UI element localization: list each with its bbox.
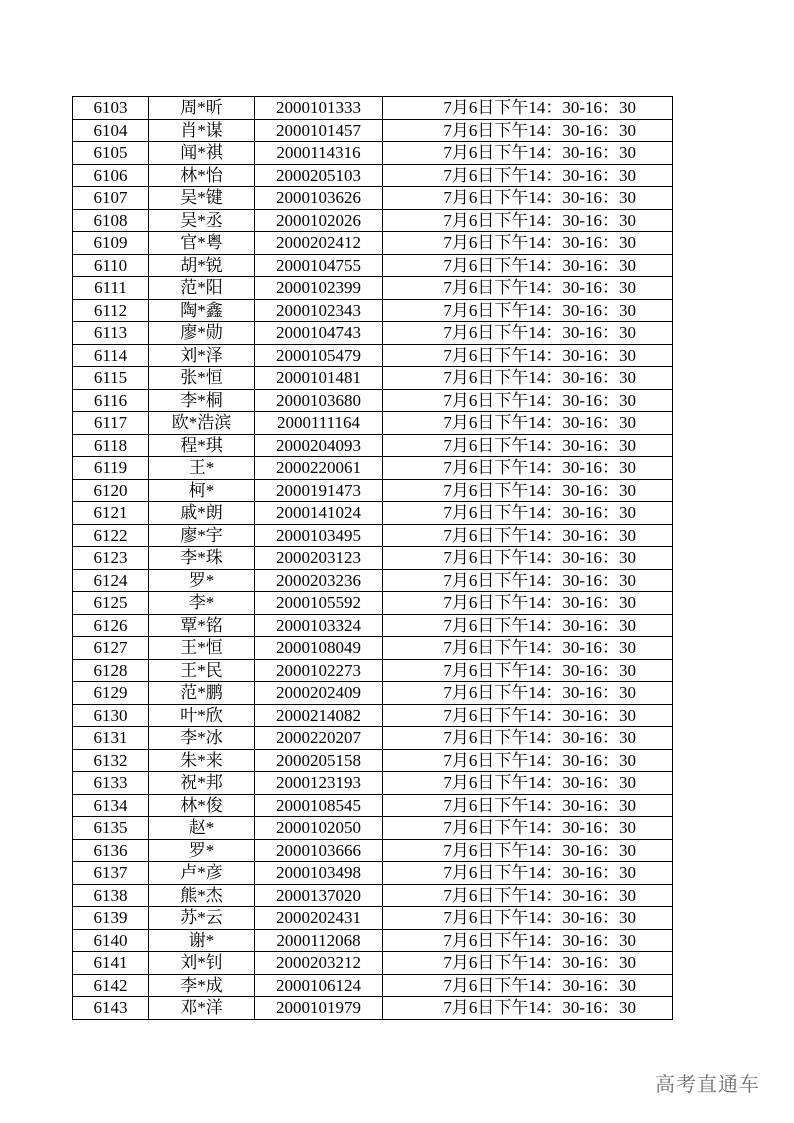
student-name-cell: 范*阳 <box>149 277 255 300</box>
exam-time-cell: 7月6日下午14：30-16：30 <box>383 232 673 255</box>
student-id-cell: 2000103324 <box>255 614 383 637</box>
student-name-cell: 林*俊 <box>149 794 255 817</box>
student-id-cell: 2000141024 <box>255 502 383 525</box>
row-number-cell: 6104 <box>73 119 149 142</box>
table-row <box>73 817 673 840</box>
student-id-cell: 2000103495 <box>255 524 383 547</box>
exam-time-cell: 7月6日下午14：30-16：30 <box>383 254 673 277</box>
student-id-cell: 2000205158 <box>255 749 383 772</box>
table-row <box>73 232 673 255</box>
table-row <box>73 704 673 727</box>
table-row <box>73 839 673 862</box>
student-name-cell: 官*粤 <box>149 232 255 255</box>
row-number-cell: 6140 <box>73 929 149 952</box>
row-number-cell: 6133 <box>73 772 149 795</box>
table-row <box>73 322 673 345</box>
exam-time-cell: 7月6日下午14：30-16：30 <box>383 614 673 637</box>
table-row <box>73 142 673 165</box>
exam-time-cell: 7月6日下午14：30-16：30 <box>383 637 673 660</box>
row-number-cell: 6123 <box>73 547 149 570</box>
student-id-cell: 2000105479 <box>255 344 383 367</box>
student-name-cell: 刘*钊 <box>149 952 255 975</box>
row-number-cell: 6128 <box>73 659 149 682</box>
exam-time-cell: 7月6日下午14：30-16：30 <box>383 974 673 997</box>
student-name-cell: 闻*祺 <box>149 142 255 165</box>
student-id-cell: 2000101979 <box>255 997 383 1020</box>
student-id-cell: 2000103666 <box>255 839 383 862</box>
student-name-cell: 林*怡 <box>149 164 255 187</box>
student-id-cell: 2000203123 <box>255 547 383 570</box>
row-number-cell: 6105 <box>73 142 149 165</box>
exam-time-cell: 7月6日下午14：30-16：30 <box>383 97 673 120</box>
schedule-table-body <box>73 97 673 1020</box>
student-name-cell: 苏*云 <box>149 907 255 930</box>
student-name-cell: 吴*键 <box>149 187 255 210</box>
student-name-cell: 柯* <box>149 479 255 502</box>
row-number-cell: 6120 <box>73 479 149 502</box>
student-id-cell: 2000202412 <box>255 232 383 255</box>
student-id-cell: 2000106124 <box>255 974 383 997</box>
student-id-cell: 2000220207 <box>255 727 383 750</box>
exam-time-cell: 7月6日下午14：30-16：30 <box>383 299 673 322</box>
row-number-cell: 6119 <box>73 457 149 480</box>
watermark-text: 高考直通车 <box>655 1072 760 1096</box>
row-number-cell: 6137 <box>73 862 149 885</box>
table-row <box>73 727 673 750</box>
student-id-cell: 2000204093 <box>255 434 383 457</box>
student-name-cell: 祝*邦 <box>149 772 255 795</box>
row-number-cell: 6132 <box>73 749 149 772</box>
exam-time-cell: 7月6日下午14：30-16：30 <box>383 479 673 502</box>
exam-time-cell: 7月6日下午14：30-16：30 <box>383 502 673 525</box>
student-name-cell: 欧*浩滨 <box>149 412 255 435</box>
exam-time-cell: 7月6日下午14：30-16：30 <box>383 209 673 232</box>
table-row <box>73 367 673 390</box>
row-number-cell: 6114 <box>73 344 149 367</box>
student-id-cell: 2000191473 <box>255 479 383 502</box>
student-name-cell: 廖*宇 <box>149 524 255 547</box>
student-id-cell: 2000114316 <box>255 142 383 165</box>
table-row <box>73 254 673 277</box>
exam-time-cell: 7月6日下午14：30-16：30 <box>383 187 673 210</box>
student-name-cell: 程*琪 <box>149 434 255 457</box>
row-number-cell: 6103 <box>73 97 149 120</box>
student-id-cell: 2000104755 <box>255 254 383 277</box>
exam-time-cell: 7月6日下午14：30-16：30 <box>383 772 673 795</box>
student-id-cell: 2000102273 <box>255 659 383 682</box>
table-row <box>73 637 673 660</box>
table-row <box>73 299 673 322</box>
table-row <box>73 682 673 705</box>
student-name-cell: 周*昕 <box>149 97 255 120</box>
table-row <box>73 479 673 502</box>
table-row <box>73 97 673 120</box>
exam-time-cell: 7月6日下午14：30-16：30 <box>383 367 673 390</box>
table-row <box>73 614 673 637</box>
exam-time-cell: 7月6日下午14：30-16：30 <box>383 794 673 817</box>
row-number-cell: 6121 <box>73 502 149 525</box>
student-id-cell: 2000105592 <box>255 592 383 615</box>
student-name-cell: 朱*来 <box>149 749 255 772</box>
row-number-cell: 6141 <box>73 952 149 975</box>
exam-time-cell: 7月6日下午14：30-16：30 <box>383 659 673 682</box>
row-number-cell: 6129 <box>73 682 149 705</box>
student-id-cell: 2000102343 <box>255 299 383 322</box>
student-name-cell: 罗* <box>149 839 255 862</box>
student-name-cell: 王* <box>149 457 255 480</box>
student-id-cell: 2000102050 <box>255 817 383 840</box>
student-name-cell: 吴*丞 <box>149 209 255 232</box>
table-row <box>73 524 673 547</box>
schedule-table <box>72 96 673 1020</box>
exam-time-cell: 7月6日下午14：30-16：30 <box>383 929 673 952</box>
exam-time-cell: 7月6日下午14：30-16：30 <box>383 389 673 412</box>
table-row <box>73 659 673 682</box>
exam-time-cell: 7月6日下午14：30-16：30 <box>383 884 673 907</box>
table-row <box>73 119 673 142</box>
row-number-cell: 6122 <box>73 524 149 547</box>
exam-time-cell: 7月6日下午14：30-16：30 <box>383 277 673 300</box>
student-id-cell: 2000103498 <box>255 862 383 885</box>
student-id-cell: 2000203212 <box>255 952 383 975</box>
table-row <box>73 592 673 615</box>
table-row <box>73 952 673 975</box>
student-name-cell: 叶*欣 <box>149 704 255 727</box>
row-number-cell: 6125 <box>73 592 149 615</box>
row-number-cell: 6135 <box>73 817 149 840</box>
student-name-cell: 李*冰 <box>149 727 255 750</box>
exam-time-cell: 7月6日下午14：30-16：30 <box>383 839 673 862</box>
student-name-cell: 廖*勋 <box>149 322 255 345</box>
row-number-cell: 6116 <box>73 389 149 412</box>
student-id-cell: 2000202431 <box>255 907 383 930</box>
exam-time-cell: 7月6日下午14：30-16：30 <box>383 434 673 457</box>
exam-time-cell: 7月6日下午14：30-16：30 <box>383 907 673 930</box>
student-id-cell: 2000214082 <box>255 704 383 727</box>
exam-time-cell: 7月6日下午14：30-16：30 <box>383 749 673 772</box>
exam-time-cell: 7月6日下午14：30-16：30 <box>383 412 673 435</box>
exam-time-cell: 7月6日下午14：30-16：30 <box>383 344 673 367</box>
student-id-cell: 2000104743 <box>255 322 383 345</box>
table-row <box>73 569 673 592</box>
table-row <box>73 389 673 412</box>
student-id-cell: 2000108545 <box>255 794 383 817</box>
student-name-cell: 李*珠 <box>149 547 255 570</box>
student-name-cell: 李*桐 <box>149 389 255 412</box>
table-row <box>73 974 673 997</box>
student-id-cell: 2000108049 <box>255 637 383 660</box>
student-name-cell: 王*恒 <box>149 637 255 660</box>
table-row <box>73 929 673 952</box>
student-id-cell: 2000103680 <box>255 389 383 412</box>
exam-time-cell: 7月6日下午14：30-16：30 <box>383 547 673 570</box>
exam-time-cell: 7月6日下午14：30-16：30 <box>383 997 673 1020</box>
student-id-cell: 2000101481 <box>255 367 383 390</box>
table-row <box>73 209 673 232</box>
table-row <box>73 997 673 1020</box>
table-row <box>73 277 673 300</box>
row-number-cell: 6131 <box>73 727 149 750</box>
student-id-cell: 2000123193 <box>255 772 383 795</box>
exam-time-cell: 7月6日下午14：30-16：30 <box>383 862 673 885</box>
exam-time-cell: 7月6日下午14：30-16：30 <box>383 817 673 840</box>
exam-time-cell: 7月6日下午14：30-16：30 <box>383 119 673 142</box>
student-name-cell: 谢* <box>149 929 255 952</box>
student-name-cell: 胡*锐 <box>149 254 255 277</box>
exam-time-cell: 7月6日下午14：30-16：30 <box>383 682 673 705</box>
student-name-cell: 戚*朗 <box>149 502 255 525</box>
row-number-cell: 6111 <box>73 277 149 300</box>
student-name-cell: 罗* <box>149 569 255 592</box>
table-row <box>73 434 673 457</box>
table-row <box>73 772 673 795</box>
row-number-cell: 6115 <box>73 367 149 390</box>
row-number-cell: 6118 <box>73 434 149 457</box>
exam-time-cell: 7月6日下午14：30-16：30 <box>383 142 673 165</box>
student-name-cell: 范*鹏 <box>149 682 255 705</box>
row-number-cell: 6110 <box>73 254 149 277</box>
student-name-cell: 肖*谋 <box>149 119 255 142</box>
student-id-cell: 2000101457 <box>255 119 383 142</box>
student-name-cell: 邓*洋 <box>149 997 255 1020</box>
row-number-cell: 6127 <box>73 637 149 660</box>
student-id-cell: 2000103626 <box>255 187 383 210</box>
student-id-cell: 2000111164 <box>255 412 383 435</box>
student-id-cell: 2000202409 <box>255 682 383 705</box>
exam-time-cell: 7月6日下午14：30-16：30 <box>383 164 673 187</box>
student-name-cell: 熊*杰 <box>149 884 255 907</box>
student-name-cell: 赵* <box>149 817 255 840</box>
row-number-cell: 6143 <box>73 997 149 1020</box>
exam-time-cell: 7月6日下午14：30-16：30 <box>383 457 673 480</box>
student-id-cell: 2000102399 <box>255 277 383 300</box>
row-number-cell: 6109 <box>73 232 149 255</box>
table-row <box>73 502 673 525</box>
exam-time-cell: 7月6日下午14：30-16：30 <box>383 569 673 592</box>
student-id-cell: 2000112068 <box>255 929 383 952</box>
table-row <box>73 884 673 907</box>
row-number-cell: 6142 <box>73 974 149 997</box>
student-name-cell: 刘*泽 <box>149 344 255 367</box>
table-row <box>73 412 673 435</box>
student-id-cell: 2000102026 <box>255 209 383 232</box>
exam-time-cell: 7月6日下午14：30-16：30 <box>383 727 673 750</box>
table-row <box>73 907 673 930</box>
exam-time-cell: 7月6日下午14：30-16：30 <box>383 704 673 727</box>
exam-time-cell: 7月6日下午14：30-16：30 <box>383 322 673 345</box>
student-id-cell: 2000137020 <box>255 884 383 907</box>
student-name-cell: 覃*铭 <box>149 614 255 637</box>
table-row <box>73 164 673 187</box>
row-number-cell: 6136 <box>73 839 149 862</box>
row-number-cell: 6138 <box>73 884 149 907</box>
student-id-cell: 2000203236 <box>255 569 383 592</box>
table-row <box>73 547 673 570</box>
row-number-cell: 6107 <box>73 187 149 210</box>
exam-time-cell: 7月6日下午14：30-16：30 <box>383 524 673 547</box>
table-row <box>73 862 673 885</box>
student-name-cell: 陶*鑫 <box>149 299 255 322</box>
row-number-cell: 6139 <box>73 907 149 930</box>
student-name-cell: 李*成 <box>149 974 255 997</box>
table-row <box>73 187 673 210</box>
table-row <box>73 457 673 480</box>
table-row <box>73 794 673 817</box>
row-number-cell: 6106 <box>73 164 149 187</box>
row-number-cell: 6108 <box>73 209 149 232</box>
row-number-cell: 6117 <box>73 412 149 435</box>
student-id-cell: 2000205103 <box>255 164 383 187</box>
row-number-cell: 6126 <box>73 614 149 637</box>
exam-time-cell: 7月6日下午14：30-16：30 <box>383 592 673 615</box>
student-name-cell: 卢*彦 <box>149 862 255 885</box>
row-number-cell: 6112 <box>73 299 149 322</box>
row-number-cell: 6130 <box>73 704 149 727</box>
student-name-cell: 张*恒 <box>149 367 255 390</box>
row-number-cell: 6113 <box>73 322 149 345</box>
row-number-cell: 6124 <box>73 569 149 592</box>
table-row <box>73 749 673 772</box>
exam-time-cell: 7月6日下午14：30-16：30 <box>383 952 673 975</box>
student-name-cell: 李* <box>149 592 255 615</box>
student-name-cell: 王*民 <box>149 659 255 682</box>
table-row <box>73 344 673 367</box>
row-number-cell: 6134 <box>73 794 149 817</box>
student-id-cell: 2000220061 <box>255 457 383 480</box>
student-id-cell: 2000101333 <box>255 97 383 120</box>
